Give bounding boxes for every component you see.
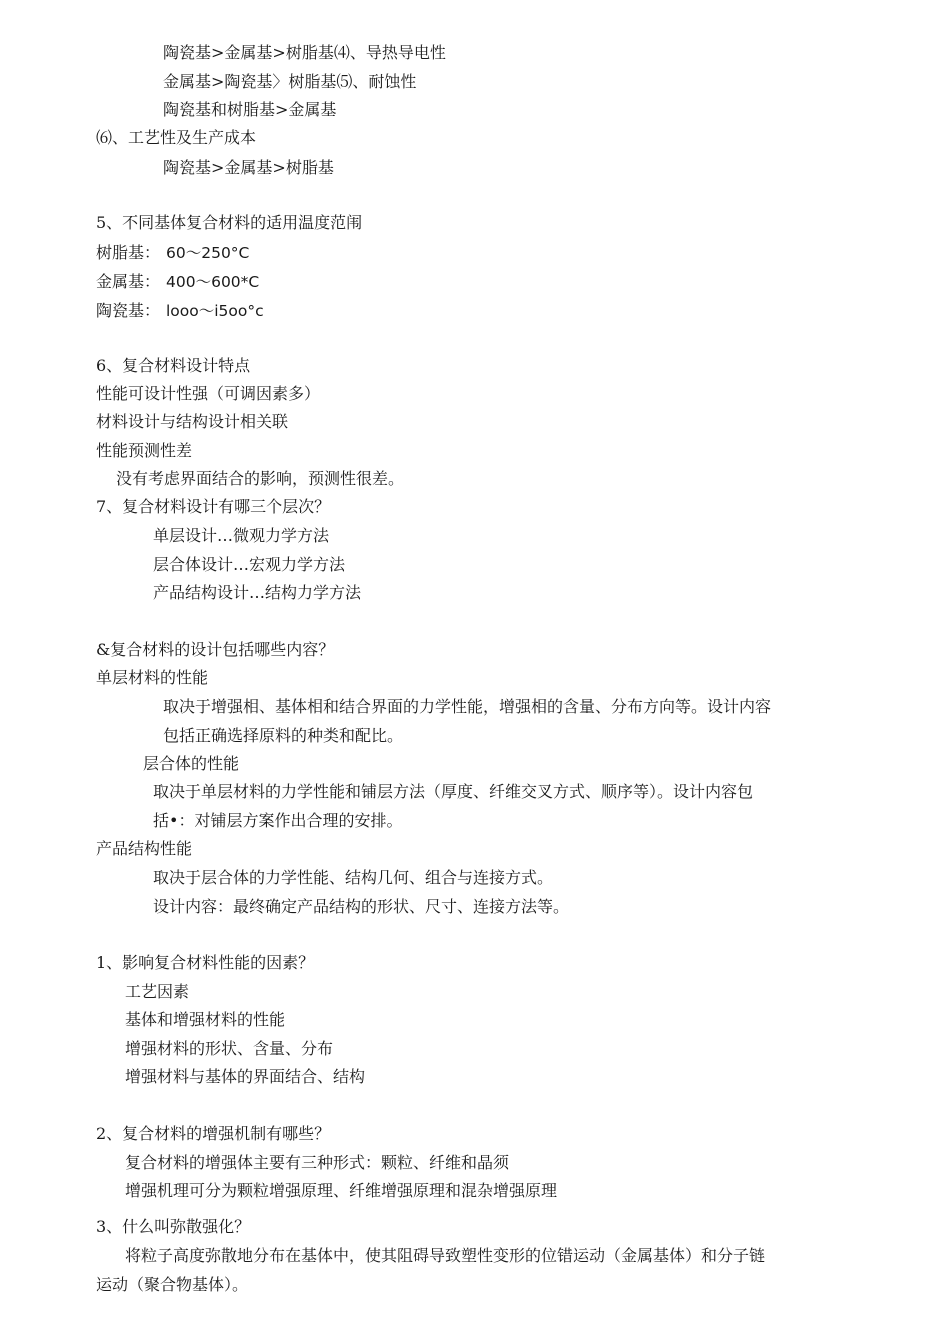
text-line: 单层材料的性能 <box>96 668 209 687</box>
text-line: 将粒子高度弥散地分布在基体中，使其阻碍导致塑性变形的位错运动（金属基体）和分子链 <box>125 1246 766 1265</box>
text-line: 层合体的性能 <box>143 754 240 773</box>
text-line: 陶瓷基和树脂基>金属基 <box>163 100 337 119</box>
section-heading: 1、影响复合材料性能的因素？ <box>96 953 315 972</box>
text-line: 产品结构性能 <box>96 839 193 858</box>
text-line: 陶瓷基>金属基>树脂基 <box>163 158 334 177</box>
text-line: 单层设计…微观力学方法 <box>153 526 330 545</box>
text-line: 性能预测性差 <box>96 441 193 460</box>
text-line: 括•：对铺层方案作出合理的安排。 <box>153 811 403 830</box>
text-line: 取决于单层材料的力学性能和铺层方法（厚度、纤维交叉方式、顺序等）。设计内容包 <box>153 782 754 801</box>
section-heading: 5、不同基体复合材料的适用温度范闱 <box>96 213 363 232</box>
text-line: 取决于层合体的力学性能、结构几何、组合与连接方式。 <box>153 868 554 887</box>
text-line: 包括正确选择原料的种类和配比。 <box>163 726 404 745</box>
text-line: 工艺因素 <box>125 982 190 1001</box>
text-line: ⑹、工艺性及生产成本 <box>96 128 257 147</box>
text-line: 取决于增强相、基体相和结合界面的力学性能，增强相的含量、分布方向等。设计内容 <box>163 697 772 716</box>
text-line: 增强机理可分为颗粒增强原理、纤维增强原理和混杂增强原理 <box>125 1181 558 1200</box>
section-heading: 3、什么叫弥散强化？ <box>96 1217 251 1236</box>
text-line: 复合材料的增强体主要有三种形式：颗粒、纤维和晶须 <box>125 1153 510 1172</box>
text-line: 增强材料与基体的界面结合、结构 <box>125 1067 366 1086</box>
section-heading: 6、复合材料设计特点 <box>96 356 251 375</box>
text-line: 材料设计与结构设计相关联 <box>96 412 289 431</box>
text-label: 陶瓷基： <box>96 301 161 320</box>
text-line: 运动（聚合物基体）。 <box>96 1275 249 1294</box>
text-line: 性能可设计性强（可调因素多） <box>96 384 321 403</box>
section-heading: 7、复合材料设计有哪三个层次？ <box>96 497 331 516</box>
text-line: 陶瓷基>金属基>树脂基⑷、导热导电性 <box>163 43 446 62</box>
temperature-range: 400〜600*C <box>166 273 260 291</box>
text-line: 层合体设计…宏观力学方法 <box>153 555 346 574</box>
text-line: 增强材料的形状、含量、分布 <box>125 1039 334 1058</box>
temperature-range: 60〜250°C <box>166 244 250 262</box>
section-heading: &复合材料的设计包括哪些内容？ <box>96 640 335 659</box>
text-label: 树脂基： <box>96 243 161 262</box>
text-line: 没有考虑界面结合的影响，预测性很差。 <box>116 469 405 488</box>
text-line: 设计内容：最终确定产品结构的形状、尺寸、连接方法等。 <box>153 897 570 916</box>
section-heading: 2、复合材料的增强机制有哪些？ <box>96 1124 331 1143</box>
text-line: 产品结构设计…结构力学方法 <box>153 583 362 602</box>
text-line: 基体和增强材料的性能 <box>125 1010 286 1029</box>
text-label: 金属基： <box>96 272 161 291</box>
temperature-range: looo〜i5oo°c <box>166 302 264 320</box>
text-line: 金属基>陶瓷基〉树脂基⑸、耐蚀性 <box>163 72 417 91</box>
